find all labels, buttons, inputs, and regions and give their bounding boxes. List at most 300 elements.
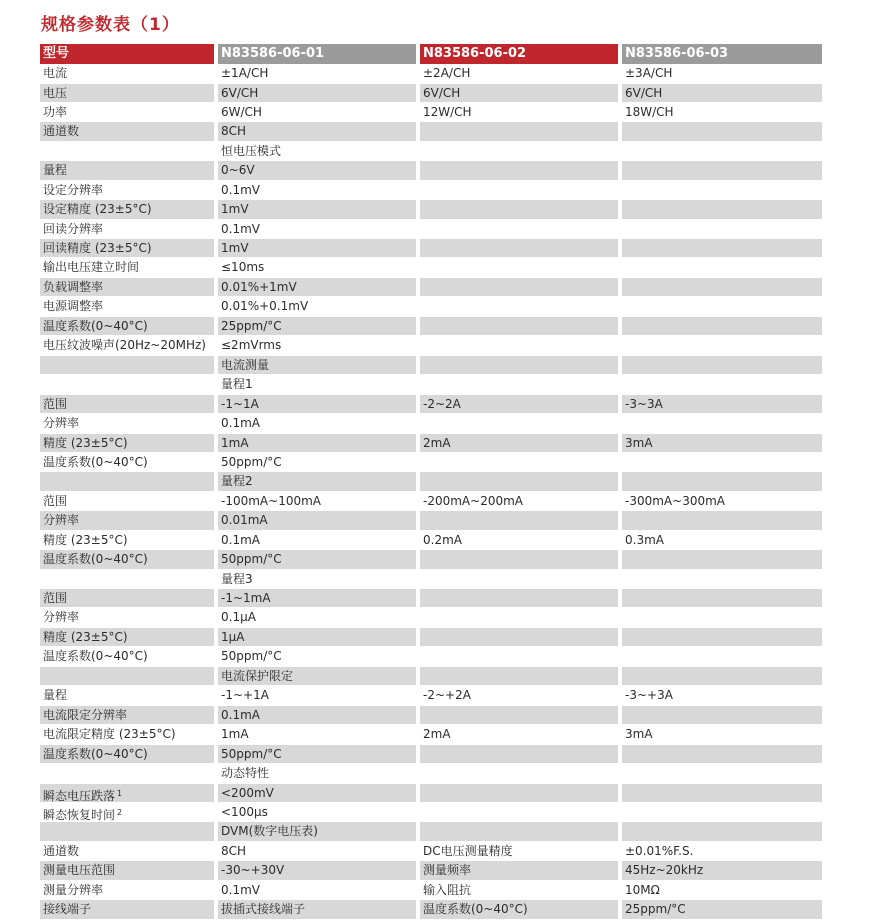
model-01-cell [218, 725, 416, 744]
param-label-cell [40, 278, 214, 296]
param-label-cell [40, 142, 214, 161]
model-01-cell [218, 842, 416, 861]
table-row [40, 686, 822, 706]
model-01-cell [218, 686, 416, 705]
model-01-cell [218, 181, 416, 200]
cell-text: 50ppm/°C [221, 649, 282, 664]
table-row [40, 200, 822, 219]
model-03-cell [622, 608, 822, 627]
table-row [40, 531, 822, 551]
cell-text: 回读分辨率 [43, 221, 104, 236]
cell-text: DVM(数字电压表) [221, 824, 318, 839]
model-03-cell [622, 822, 822, 840]
cell-text: 范围 [43, 396, 68, 411]
model-01-cell [218, 667, 416, 685]
model-01-cell [218, 492, 416, 511]
cell-text: 0.01mA [221, 513, 268, 528]
cell-text: 6V/CH [625, 85, 663, 100]
param-label-cell [40, 317, 214, 335]
param-label-cell [40, 434, 214, 452]
model-01-cell [218, 647, 416, 666]
table-row [40, 511, 822, 530]
table-header-row [40, 44, 822, 64]
table-row [40, 803, 822, 823]
cell-text: 6W/CH [221, 104, 262, 119]
param-label-cell [40, 84, 214, 102]
model-03-cell [622, 550, 822, 568]
cell-text: 10MΩ [625, 882, 660, 897]
param-label-cell [40, 258, 214, 277]
model-01-cell [218, 161, 416, 179]
param-label-cell [40, 900, 214, 918]
model-02-cell [420, 706, 618, 724]
param-label-cell [40, 570, 214, 589]
model-02-cell [420, 725, 618, 744]
table-row [40, 861, 822, 880]
spec-table [40, 44, 822, 920]
table-row [40, 784, 822, 803]
model-03-cell [622, 64, 822, 83]
table-row [40, 395, 822, 414]
model-01-cell [218, 764, 416, 783]
model-02-cell [420, 550, 618, 568]
model-02-cell [420, 220, 618, 239]
table-row [40, 822, 822, 841]
cell-text: 输入阻抗 [423, 882, 472, 897]
param-label-cell [40, 531, 214, 550]
model-02-cell [420, 375, 618, 394]
model-03-cell [622, 725, 822, 744]
model-03-cell [622, 511, 822, 529]
model-01-cell [218, 64, 416, 83]
param-label-cell [40, 822, 214, 840]
table-row [40, 414, 822, 434]
table-row [40, 764, 822, 784]
table-row [40, 745, 822, 764]
table-row [40, 667, 822, 686]
model-01-cell [218, 395, 416, 413]
table-row [40, 472, 822, 491]
cell-text: 1mV [221, 202, 249, 217]
model-01-cell [218, 900, 416, 918]
param-label-cell [40, 725, 214, 744]
model-01-cell [218, 278, 416, 296]
cell-text: 3mA [625, 435, 653, 450]
model-01-cell [218, 142, 416, 161]
cell-text: 0.2mA [423, 532, 462, 547]
cell-text: 拔插式接线端子 [221, 902, 306, 917]
cell-text: 动态特性 [221, 766, 270, 781]
table-row [40, 142, 822, 162]
model-02-cell [420, 84, 618, 102]
model-01-cell [218, 200, 416, 218]
model-01-cell [218, 628, 416, 646]
param-label-cell [40, 881, 214, 900]
model-01-cell [218, 784, 416, 802]
model-03-cell [622, 900, 822, 918]
model-02-cell [420, 64, 618, 83]
table-row [40, 492, 822, 512]
model-01-cell [218, 297, 416, 316]
cell-text: -1~+1A [221, 688, 269, 703]
cell-text: 6V/CH [221, 85, 259, 100]
cell-text: 0~6V [221, 163, 255, 178]
model-02-cell [420, 667, 618, 685]
model-01-cell [218, 103, 416, 122]
cell-text: 设定精度 (23±5°C) [43, 202, 152, 217]
table-row [40, 317, 822, 336]
model-02-cell [420, 103, 618, 122]
model-02-cell [420, 356, 618, 374]
model-03-cell [622, 745, 822, 763]
cell-text: 恒电压模式 [221, 143, 282, 158]
cell-text: 分辨率 [43, 610, 80, 625]
param-label-cell [40, 608, 214, 627]
model-03-cell [622, 200, 822, 218]
cell-text: -200mA~200mA [423, 493, 523, 508]
cell-text: 0.01%+1mV [221, 279, 297, 294]
model-03-cell [622, 861, 822, 879]
model-02-cell [420, 803, 618, 822]
model-01-cell [218, 472, 416, 490]
model-02-cell [420, 608, 618, 627]
cell-text: 精度 (23±5°C) [43, 435, 128, 450]
cell-text: 量程 [43, 163, 68, 178]
model-02-cell [420, 511, 618, 529]
cell-text: 分辨率 [43, 513, 80, 528]
table-row [40, 103, 822, 123]
model-03-cell [622, 278, 822, 296]
model-02-cell [420, 628, 618, 646]
param-label-cell [40, 589, 214, 607]
model-03-cell [622, 142, 822, 161]
model-01-cell [218, 822, 416, 840]
cell-text: 通道数 [43, 843, 80, 858]
cell-text: ≤2mVrms [221, 338, 282, 353]
cell-text: 电流限定分辨率 [43, 707, 128, 722]
model-03-cell [622, 531, 822, 550]
table-row [40, 84, 822, 103]
cell-text: 45Hz~20kHz [625, 863, 704, 878]
cell-text: 瞬态电压跌落 [43, 788, 116, 802]
table-row [40, 647, 822, 667]
model-02-cell [420, 181, 618, 200]
table-row [40, 570, 822, 590]
param-label-cell [40, 861, 214, 879]
model-03-cell [622, 686, 822, 705]
table-row [40, 356, 822, 375]
model-01-cell [218, 122, 416, 140]
footnote-marker: 2 [117, 807, 123, 817]
table-row [40, 608, 822, 628]
header-model-01: N83586-06-01 [218, 44, 416, 64]
cell-text: 测量频率 [423, 863, 472, 878]
cell-text: 12W/CH [423, 104, 472, 119]
param-label-cell [40, 239, 214, 257]
table-row [40, 842, 822, 862]
cell-text: 范围 [43, 591, 68, 606]
model-01-cell [218, 745, 416, 763]
model-03-cell [622, 317, 822, 335]
cell-text: 电流 [43, 66, 68, 80]
cell-text: -100mA~100mA [221, 493, 321, 508]
cell-text: 回读精度 (23±5°C) [43, 241, 152, 256]
param-label-cell [40, 492, 214, 511]
model-02-cell [420, 336, 618, 355]
table-row [40, 434, 822, 453]
table-row [40, 278, 822, 297]
table-row [40, 297, 822, 317]
cell-text: 输出电压建立时间 [43, 260, 140, 275]
param-label-cell [40, 453, 214, 472]
model-02-cell [420, 317, 618, 335]
param-label-cell [40, 472, 214, 490]
model-01-cell [218, 336, 416, 355]
model-03-cell [622, 434, 822, 452]
model-01-cell [218, 608, 416, 627]
model-03-cell [622, 84, 822, 102]
model-02-cell [420, 764, 618, 783]
table-row [40, 122, 822, 141]
cell-text: 电压纹波噪声(20Hz~20MHz) [43, 338, 206, 353]
param-label-cell [40, 220, 214, 239]
cell-text: 量程2 [221, 474, 253, 489]
model-01-cell [218, 803, 416, 822]
cell-text: 功率 [43, 104, 68, 119]
model-01-cell [218, 453, 416, 472]
cell-text: ≤10ms [221, 260, 265, 275]
cell-text: 50ppm/°C [221, 454, 282, 469]
model-02-cell [420, 239, 618, 257]
model-02-cell [420, 589, 618, 607]
model-01-cell [218, 861, 416, 879]
model-01-cell [218, 570, 416, 589]
model-03-cell [622, 881, 822, 900]
cell-text: 0.01%+0.1mV [221, 299, 309, 314]
model-01-cell [218, 317, 416, 335]
model-03-cell [622, 667, 822, 685]
model-02-cell [420, 570, 618, 589]
model-01-cell [218, 84, 416, 102]
cell-text: 量程1 [221, 377, 253, 392]
param-label-cell [40, 764, 214, 783]
model-03-cell [622, 220, 822, 239]
model-03-cell [622, 570, 822, 589]
param-label-cell [40, 356, 214, 374]
table-row [40, 375, 822, 395]
cell-text: 0.1mA [221, 532, 260, 547]
model-01-cell [218, 258, 416, 277]
header-model-label: 型号 [40, 44, 214, 64]
param-label-cell [40, 647, 214, 666]
param-label-cell [40, 103, 214, 122]
cell-text: 量程 [43, 688, 68, 703]
cell-text: ±0.01%F.S. [625, 843, 694, 858]
model-03-cell [622, 453, 822, 472]
cell-text: 8CH [221, 843, 247, 858]
table-row [40, 550, 822, 569]
cell-text: 设定分辨率 [43, 182, 104, 197]
cell-text: 温度系数(0~40°C) [43, 746, 148, 761]
model-02-cell [420, 531, 618, 550]
cell-text: 温度系数(0~40°C) [423, 902, 528, 917]
cell-text: DC电压测量精度 [423, 843, 513, 858]
model-03-cell [622, 122, 822, 140]
param-label-cell [40, 297, 214, 316]
model-03-cell [622, 803, 822, 822]
model-02-cell [420, 414, 618, 433]
table-row [40, 64, 822, 84]
cell-text: <100μs [221, 804, 268, 819]
param-label-cell [40, 550, 214, 568]
param-label-cell [40, 181, 214, 200]
model-01-cell [218, 511, 416, 529]
param-label-cell [40, 511, 214, 529]
table-row [40, 220, 822, 240]
cell-text: 0.1mV [221, 182, 260, 197]
cell-text: 精度 (23±5°C) [43, 629, 128, 644]
model-01-cell [218, 550, 416, 568]
cell-text: 电流测量 [221, 357, 270, 372]
model-03-cell [622, 628, 822, 646]
cell-text: 温度系数(0~40°C) [43, 649, 148, 664]
cell-text: 瞬态恢复时间 [43, 807, 116, 822]
model-03-cell [622, 647, 822, 666]
model-02-cell [420, 881, 618, 900]
cell-text: 2mA [423, 435, 451, 450]
cell-text: -3~3A [625, 396, 663, 411]
model-03-cell [622, 356, 822, 374]
model-01-cell [218, 414, 416, 433]
model-01-cell [218, 220, 416, 239]
cell-text: 0.1mV [221, 221, 260, 236]
cell-text: <200mV [221, 785, 274, 800]
cell-text: -3~+3A [625, 688, 673, 703]
cell-text: 测量分辨率 [43, 882, 104, 897]
model-03-cell [622, 161, 822, 179]
model-03-cell [622, 784, 822, 802]
model-03-cell [622, 589, 822, 607]
cell-text: 温度系数(0~40°C) [43, 318, 148, 333]
header-model-03: N83586-06-03 [622, 44, 822, 64]
cell-text: 2mA [423, 727, 451, 742]
param-label-cell [40, 667, 214, 685]
param-label-cell [40, 628, 214, 646]
table-row [40, 258, 822, 278]
cell-text: -2~+2A [423, 688, 471, 703]
table-row [40, 881, 822, 901]
model-03-cell [622, 492, 822, 511]
model-01-cell [218, 239, 416, 257]
table-row [40, 336, 822, 356]
param-label-cell [40, 161, 214, 179]
model-01-cell [218, 881, 416, 900]
cell-text: 1μA [221, 629, 245, 644]
cell-text: 0.3mA [625, 532, 664, 547]
cell-text: ±1A/CH [221, 66, 269, 80]
table-row [40, 628, 822, 647]
model-01-cell [218, 706, 416, 724]
param-label-cell [40, 122, 214, 140]
cell-text: 50ppm/°C [221, 746, 282, 761]
model-02-cell [420, 434, 618, 452]
page-title: 规格参数表（1） [41, 15, 180, 35]
cell-text: 0.1mV [221, 882, 260, 897]
model-01-cell [218, 589, 416, 607]
model-03-cell [622, 472, 822, 490]
model-03-cell [622, 103, 822, 122]
cell-text: 测量电压范围 [43, 863, 116, 878]
cell-text: 分辨率 [43, 416, 80, 431]
model-02-cell [420, 122, 618, 140]
param-label-cell [40, 842, 214, 861]
cell-text: -2~2A [423, 396, 461, 411]
cell-text: 通道数 [43, 124, 80, 139]
cell-text: 50ppm/°C [221, 552, 282, 567]
cell-text: 6V/CH [423, 85, 461, 100]
model-02-cell [420, 900, 618, 918]
model-02-cell [420, 784, 618, 802]
model-03-cell [622, 395, 822, 413]
model-02-cell [420, 745, 618, 763]
footnote-marker: 1 [117, 788, 123, 798]
cell-text: 负载调整率 [43, 279, 104, 294]
model-02-cell [420, 492, 618, 511]
param-label-cell [40, 784, 214, 802]
model-02-cell [420, 647, 618, 666]
cell-text: 电流保护限定 [221, 668, 294, 683]
cell-text: 3mA [625, 727, 653, 742]
model-03-cell [622, 258, 822, 277]
cell-text: 电压 [43, 85, 68, 100]
model-02-cell [420, 395, 618, 413]
cell-text: 范围 [43, 493, 68, 508]
model-01-cell [218, 434, 416, 452]
model-03-cell [622, 297, 822, 316]
model-02-cell [420, 142, 618, 161]
model-02-cell [420, 472, 618, 490]
model-02-cell [420, 822, 618, 840]
param-label-cell [40, 200, 214, 218]
cell-text: 电流限定精度 (23±5°C) [43, 727, 176, 742]
cell-text: 25ppm/°C [625, 902, 686, 917]
cell-text: 18W/CH [625, 104, 674, 119]
cell-text: 1mA [221, 727, 249, 742]
cell-text: 0.1mA [221, 416, 260, 431]
cell-text: 接线端子 [43, 902, 92, 917]
model-02-cell [420, 842, 618, 861]
param-label-cell [40, 375, 214, 394]
param-label-cell [40, 395, 214, 413]
header-model-02: N83586-06-02 [420, 44, 618, 64]
table-row [40, 706, 822, 725]
cell-text: 0.1mA [221, 707, 260, 722]
cell-text: ±3A/CH [625, 66, 673, 80]
cell-text: 精度 (23±5°C) [43, 532, 128, 547]
table-row [40, 900, 822, 919]
cell-text: 1mA [221, 435, 249, 450]
model-03-cell [622, 239, 822, 257]
model-02-cell [420, 161, 618, 179]
model-03-cell [622, 181, 822, 200]
cell-text: 电源调整率 [43, 299, 104, 314]
model-03-cell [622, 842, 822, 861]
table-row [40, 453, 822, 473]
model-03-cell [622, 706, 822, 724]
model-03-cell [622, 764, 822, 783]
table-row [40, 181, 822, 201]
param-label-cell [40, 745, 214, 763]
